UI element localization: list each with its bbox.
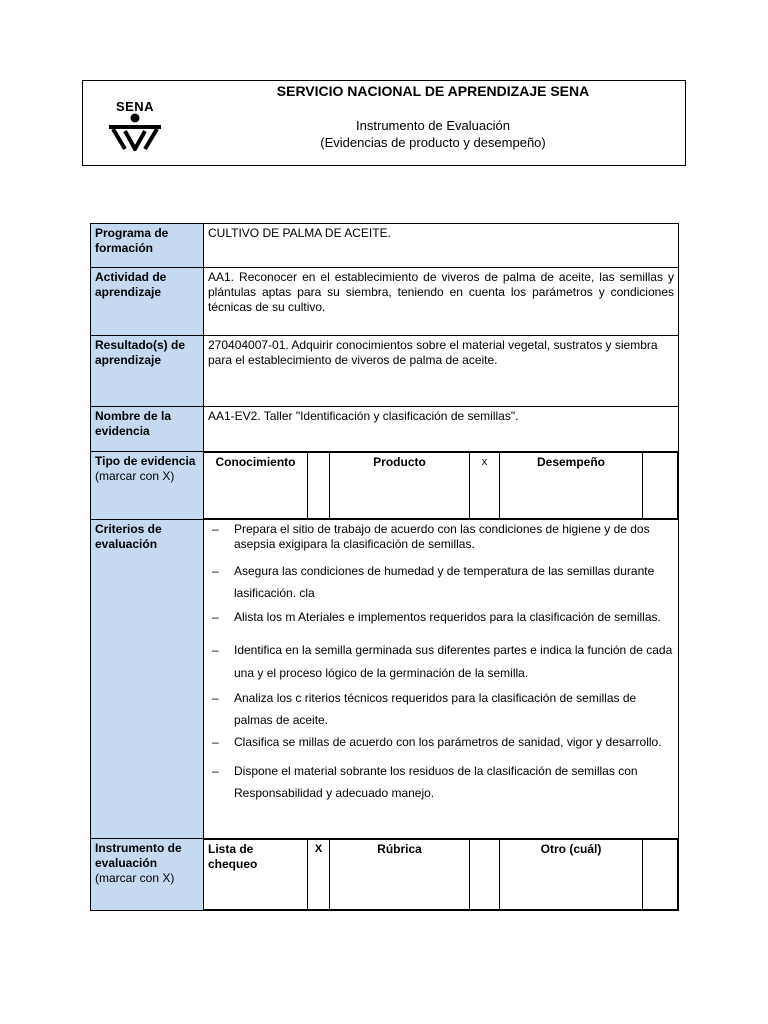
- instrumento-options-table: [204, 839, 678, 910]
- label-instrumento-note: (marcar con X): [95, 871, 175, 885]
- org-name: SERVICIO NACIONAL DE APRENDIZAJE SENA: [276, 83, 590, 99]
- document-header: [82, 80, 686, 166]
- sena-logo-icon: [105, 113, 165, 151]
- criteria-item: – Asegura las condiciones de humedad y de temperatura de las semillas durante lasificación. cla: [208, 560, 674, 604]
- row-tipo: [91, 452, 679, 520]
- subtitle-line-2: (Evidencias de producto y desempeño): [320, 135, 546, 150]
- subtitle-line-1: Instrumento de Evaluación: [356, 118, 510, 133]
- label-tipo-note: (marcar con X): [95, 469, 175, 483]
- sena-logo: [105, 99, 165, 149]
- label-programa: Programa de formación: [91, 224, 204, 268]
- tipo-options-table: [204, 452, 678, 519]
- label-criterios: Criterios de evaluación: [91, 520, 204, 839]
- mark-desempeno[interactable]: [643, 453, 678, 519]
- criteria-item: – Dispone el material sobrante los residuos de la clasificación de semillas con Responsabilidad y adecuado manejo.: [208, 760, 674, 804]
- value-actividad: AA1. Reconocer en el establecimiento de viveros de palma de aceite, las semillas y plántulas aptas para su siembra, teniendo en cuenta los parámetros y condiciones técnicas de su cultivo.: [204, 268, 679, 336]
- label-tipo-text: Tipo de evidencia: [95, 454, 196, 468]
- instrumento-options: [204, 839, 679, 911]
- label-resultado: Resultado(s) de aprendizaje: [91, 336, 204, 407]
- option-conocimiento: Conocimiento: [204, 453, 308, 519]
- value-resultado: 270404007-01. Adquirir conocimientos sobre el material vegetal, sustratos y siembra para el establecimiento de viveros de palma de aceite.: [204, 336, 679, 407]
- criteria-item: – Alista los m Ateriales e implementos requeridos para la clasificación de semillas.: [208, 610, 674, 625]
- option-otro: Otro (cuál): [500, 840, 643, 910]
- label-tipo: [91, 452, 204, 520]
- row-programa: [91, 224, 679, 268]
- mark-conocimiento[interactable]: [308, 453, 330, 519]
- label-nombre: Nombre de la evidencia: [91, 407, 204, 452]
- value-criterios: [204, 520, 679, 839]
- row-resultado: [91, 336, 679, 407]
- tipo-options: [204, 452, 679, 520]
- criteria-item: – Analiza los c riterios técnicos requeridos para la clasificación de semillas de palmas de aceite.: [208, 687, 674, 731]
- option-producto: Producto: [330, 453, 470, 519]
- criteria-list: [208, 522, 674, 804]
- criteria-item: – Identifica en la semilla germinada sus diferentes partes e indica la función de cada una y el proceso lógico de la germinación de la semilla.: [208, 639, 674, 685]
- row-actividad: [91, 268, 679, 336]
- mark-otro[interactable]: [643, 840, 678, 910]
- label-actividad: Actividad de aprendizaje: [91, 268, 204, 336]
- mark-rubrica[interactable]: [470, 840, 500, 910]
- option-desempeno: Desempeño: [500, 453, 643, 519]
- label-instrumento-text: Instrumento de evaluación: [95, 841, 182, 870]
- row-criterios: [91, 520, 679, 839]
- logo-text: SENA: [115, 99, 155, 114]
- mark-lista-chequeo[interactable]: X: [308, 840, 330, 910]
- row-instrumento: [91, 839, 679, 911]
- option-lista-chequeo: Lista de chequeo: [204, 840, 308, 910]
- evaluation-table: [90, 223, 679, 911]
- option-rubrica: Rúbrica: [330, 840, 470, 910]
- value-programa: CULTIVO DE PALMA DE ACEITE.: [204, 224, 679, 268]
- row-nombre: [91, 407, 679, 452]
- criteria-item: – Clasifica se millas de acuerdo con los parámetros de sanidad, vigor y desarrollo.: [208, 735, 674, 750]
- value-nombre: AA1-EV2. Taller "Identificación y clasificación de semillas".: [204, 407, 679, 452]
- document-subtitle: [203, 117, 663, 151]
- mark-producto[interactable]: x: [470, 453, 500, 519]
- criteria-item: – Prepara el sitio de trabajo de acuerdo con las condiciones de higiene y de dos asepsia exigipara la clasificación de semillas.: [208, 522, 674, 552]
- label-instrumento: [91, 839, 204, 911]
